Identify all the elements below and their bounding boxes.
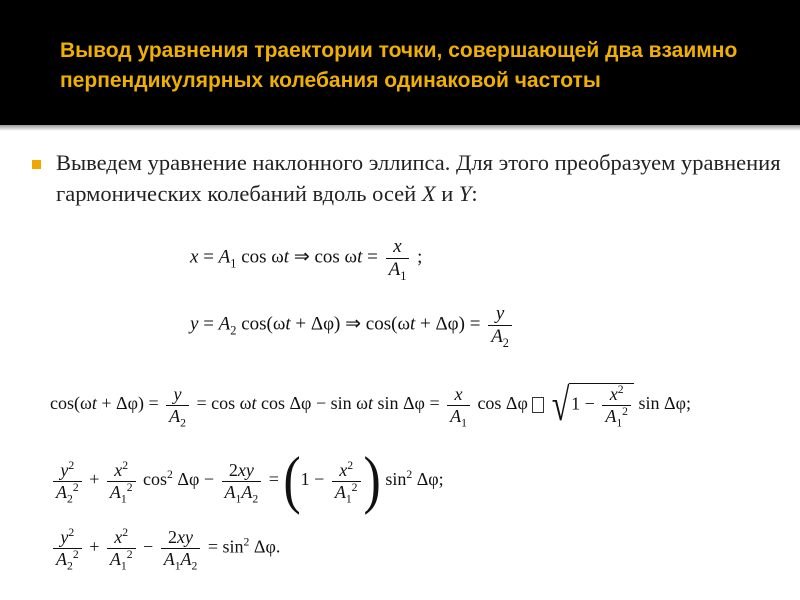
equation-squared-sum: $\frac{y^2}{A_2^2}$ + $\frac{x^2}{A_1^2}$ $\cos^2 \Delta\varphi$ − $\frac{2xy}{A_1A_2}$ = (1 − $\frac{x^2}{A_1^2}$ ) $\sin^2 \Delta\varphi$; <box>50 455 444 507</box>
header-shadow <box>0 125 800 131</box>
equation-ellipse-result: $\frac{y^2}{A_2^2}$ + $\frac{x^2}{A_1^2}$ − $\frac{2xy}{A_1A_2}$ = $\sin^2 \Delta\varphi$. <box>50 527 280 569</box>
equation-y-oscillation: $y = A_2$ cos(ωt + Δφ) ⇒ cos(ωt + Δφ) = $\frac{y}{A_2}$ <box>190 303 515 348</box>
intro-paragraph <box>56 147 786 209</box>
bullet-square-icon <box>32 160 41 169</box>
axis-x-label: X <box>421 181 436 206</box>
equation-x-oscillation: $x = A_1$ cos ωt ⇒ cos ωt = $\frac{x}{A_1}$ ; <box>190 236 423 283</box>
slide-header <box>0 0 800 125</box>
intro-conjunction: и <box>435 181 459 206</box>
intro-text: Выведем уравнение наклонного эллипса. Для этого преобразуем уравнения гармонических колебаний вдоль осей <box>56 150 781 206</box>
placeholder-box-icon <box>532 397 544 413</box>
axis-y-label: Y <box>458 181 472 206</box>
slide-title: Вывод уравнения траектории точки, совершающей два взаимно перпендикулярных колебания одинаковой частоты <box>60 39 738 92</box>
intro-colon: : <box>471 181 478 206</box>
equation-cos-expansion: cos(ωt + Δφ) = $\frac{y}{A_2}$ = cos ωt cos Δφ − sin ωt sin Δφ = $\frac{x}{A_1}$ cos Δφ √1 − $\frac{x^2}{A_1^2}$ sin Δφ; <box>50 379 691 430</box>
